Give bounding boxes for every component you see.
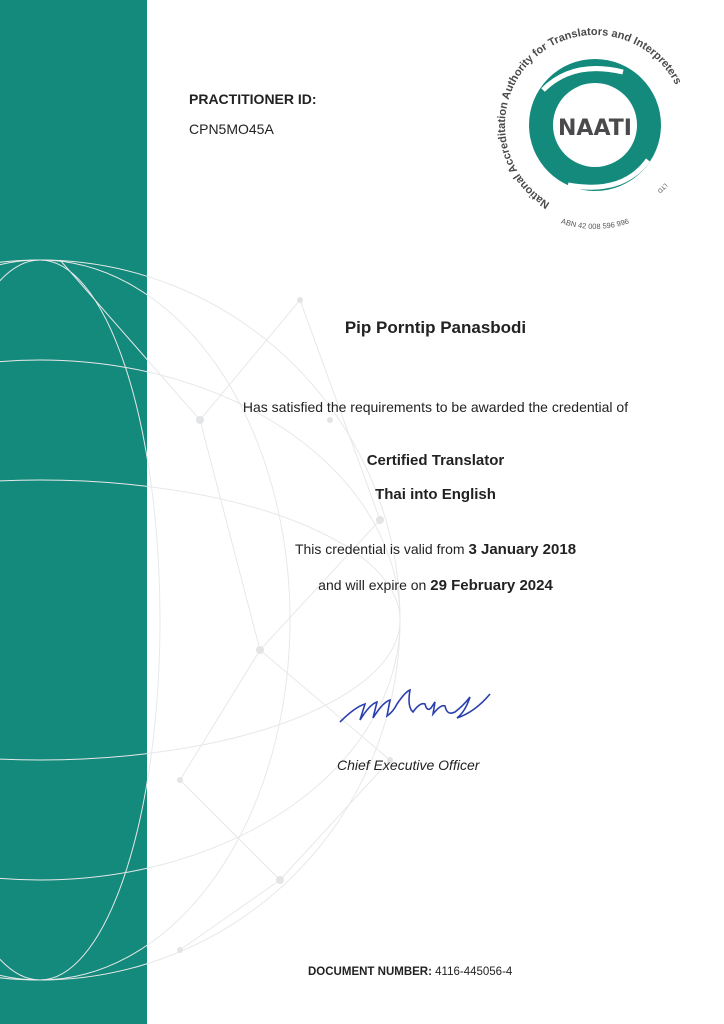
- logo-ltd: LTD: [655, 181, 668, 194]
- svg-text:ABN 42 008 596 996: [560, 216, 630, 230]
- valid-from-date: 3 January 2018: [468, 541, 577, 558]
- naati-logo: [480, 5, 710, 245]
- recipient-name: Pip Porntip Panasbodi: [344, 318, 527, 337]
- award-statement: Has satisfied the requirements to be awarded the credential of: [242, 399, 629, 415]
- document-number-value: 4116-445056-4: [435, 966, 513, 978]
- practitioner-id-value: CPN5MO45A: [189, 121, 274, 137]
- practitioner-id-label: PRACTITIONER ID:: [189, 91, 317, 107]
- signature: [335, 682, 495, 732]
- valid-from-line: [147, 541, 724, 558]
- document-number: [308, 966, 512, 978]
- signatory-title: Chief Executive Officer: [337, 757, 480, 773]
- language-pair: Thai into English: [375, 486, 496, 503]
- expiry-text: and will expire on: [318, 577, 427, 593]
- credential-title: Certified Translator: [366, 452, 505, 469]
- logo-ring-text: National Accreditation Authority for Translators and Interpreters: [495, 25, 684, 211]
- expiry-date: 29 February 2024: [430, 577, 553, 594]
- expiry-line: [147, 577, 724, 594]
- valid-from-text: This credential is valid from: [294, 541, 465, 557]
- document-number-label: DOCUMENT NUMBER:: [308, 966, 432, 978]
- logo-abn: ABN 42 008 596 996: [560, 216, 630, 231]
- naati-mark: NAATI: [558, 116, 632, 141]
